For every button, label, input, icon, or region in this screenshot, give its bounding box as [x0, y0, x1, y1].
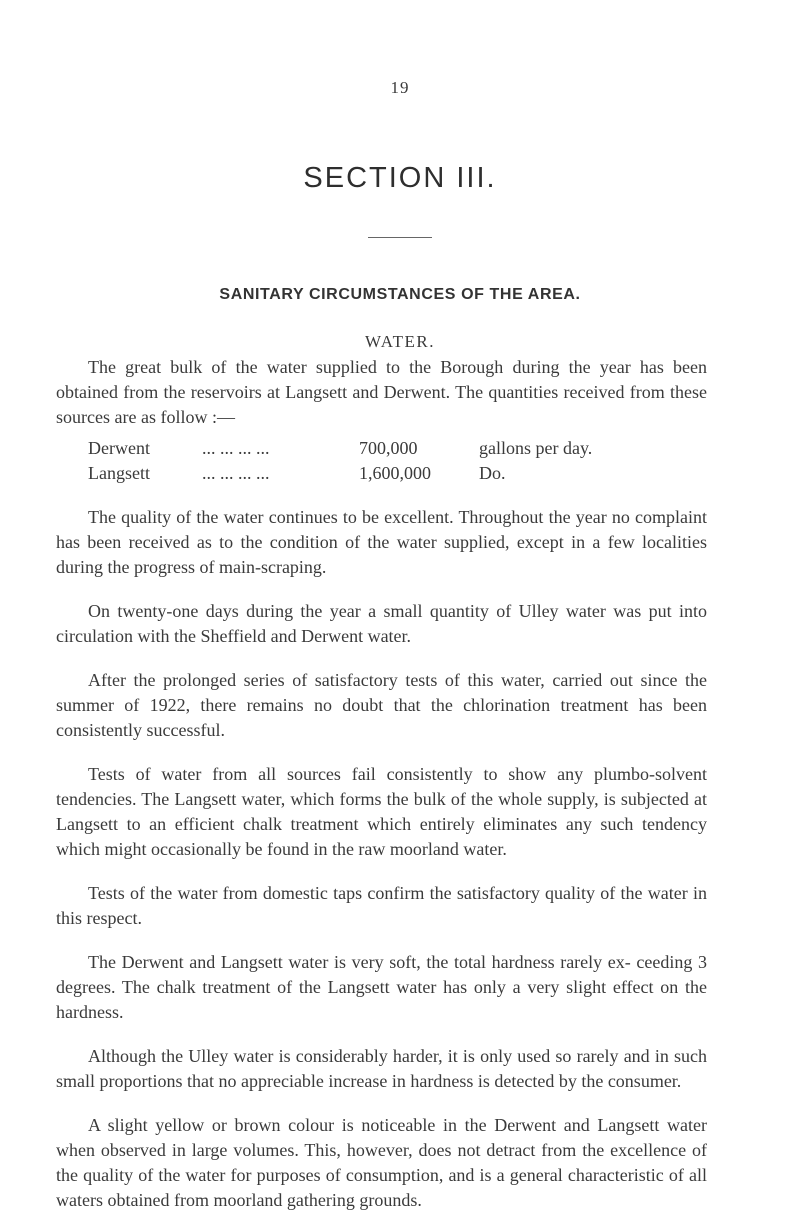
leader-dots: ... ... ... ...	[202, 463, 270, 483]
section-subtitle: SANITARY CIRCUMSTANCES OF THE AREA.	[219, 286, 581, 303]
supply-unit: gallons per day.	[479, 438, 593, 458]
supply-quantity: 700,000	[359, 438, 418, 458]
supply-source: Langsett	[88, 463, 150, 483]
supply-table	[56, 436, 707, 486]
paragraph-ulley-water: On twenty-one days during the year a small quantity of Ulley water was put into circulation with the Sheffield and Derwent water.	[56, 601, 707, 646]
divider-rule	[368, 237, 432, 238]
supply-quantity: 1,600,000	[359, 463, 431, 483]
paragraph-supply-sources: The great bulk of the water supplied to the Borough during the year has been obtained from the reservoirs at Langsett and Derwent. The quantities received from these sources are as follow :—	[56, 357, 707, 427]
paragraph-ulley-hardness: Although the Ulley water is considerably harder, it is only used so rarely and in such small proportions that no appreciable increase in hardness is detected by the consumer.	[56, 1046, 707, 1091]
supply-unit: Do.	[479, 463, 506, 483]
paragraph-quality: The quality of the water continues to be excellent. Throughout the year no complaint has been received as to the condition of the water supplied, except in a few localities during the progress of main-scraping.	[56, 507, 707, 577]
page-number: 19	[390, 78, 410, 97]
section-title: SECTION III.	[303, 162, 497, 194]
supply-row-langsett	[56, 461, 707, 486]
paragraph-chlorination: After the prolonged series of satisfactory tests of this water, carried out since the summer of 1922, there remains no doubt that the chlorination treatment has been consistently successful.	[56, 670, 707, 740]
water-heading: WATER.	[365, 332, 435, 351]
document-body	[56, 355, 707, 1232]
supply-row-derwent	[56, 436, 707, 461]
paragraph-colour: A slight yellow or brown colour is noticeable in the Derwent and Langsett water when observed in large volumes. This, however, does not detract from the excellence of the quality of the water for purposes of consumption, and is a general characteristic of all waters obtained from moorland gathering grounds.	[56, 1115, 707, 1210]
paragraph-hardness: The Derwent and Langsett water is very soft, the total hardness rarely ex- ceeding 3 degrees. The chalk treatment of the Langsett water has only a very slight effect on the hardness.	[56, 952, 707, 1022]
supply-source: Derwent	[88, 438, 150, 458]
paragraph-domestic-taps: Tests of the water from domestic taps confirm the satisfactory quality of the water in this respect.	[56, 883, 707, 928]
paragraph-plumbo-solvency: Tests of water from all sources fail consistently to show any plumbo-solvent tendencies. The Langsett water, which forms the bulk of the whole supply, is subjected at Langsett to an efficient chalk treatment which entirely eliminates any such tendency which might occasionally be found in the raw moorland water.	[56, 764, 707, 859]
leader-dots: ... ... ... ...	[202, 438, 270, 458]
